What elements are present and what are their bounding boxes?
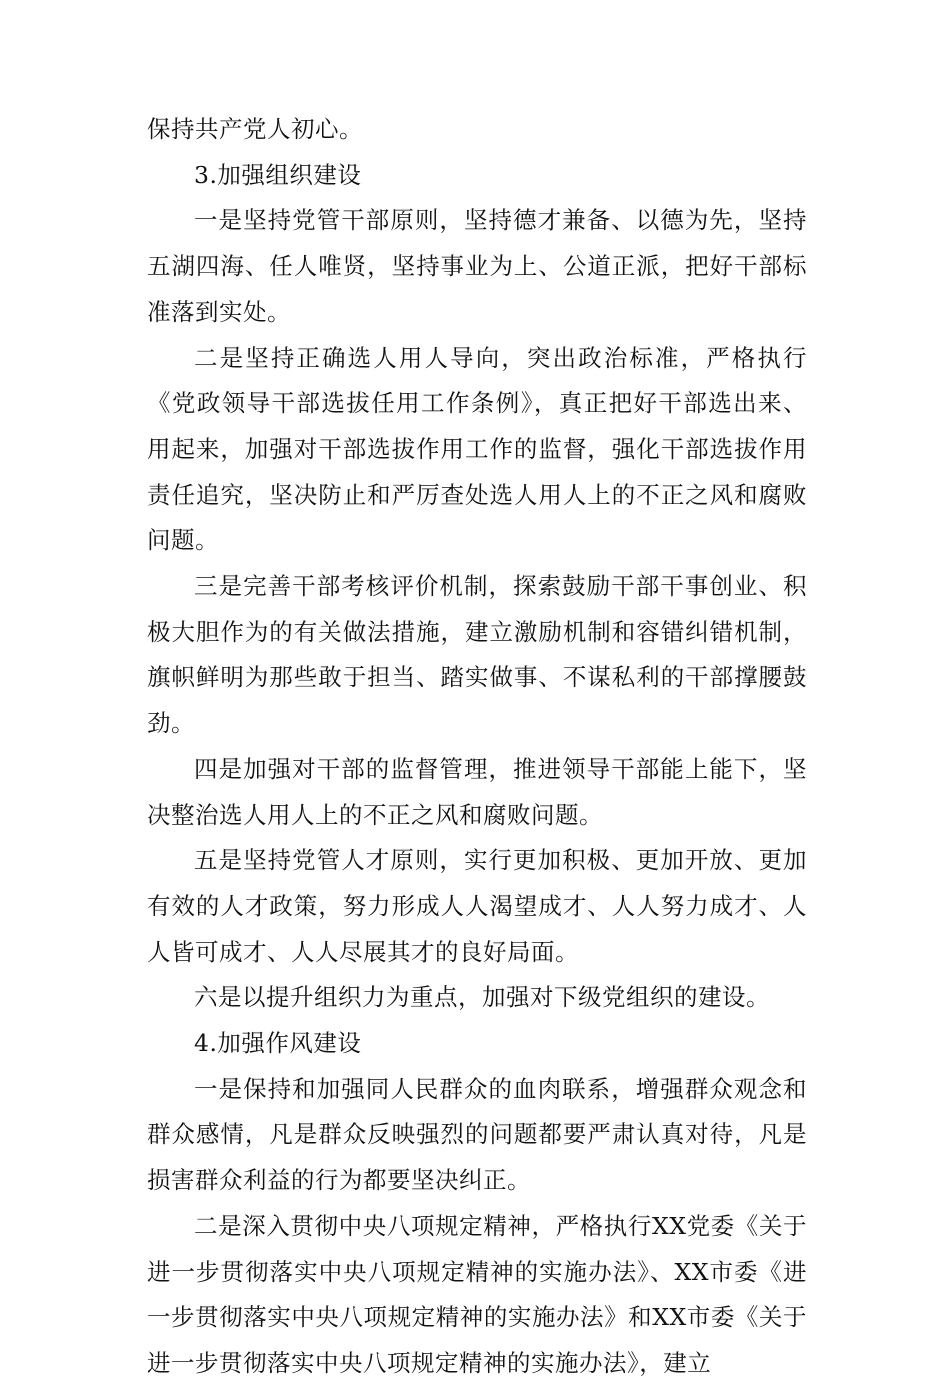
- section-heading-organization: 3.加强组织建设: [194, 160, 362, 189]
- section-heading-work-style: 4.加强作风建设: [194, 1029, 362, 1058]
- paragraph-org-2: 二是坚持正确选人用人导向，突出政治标准，严格执行《党政领导干部选拔任用工作条例》，真正把好干部选出来、用起来，加强对干部选拔作用工作的监督，强化干部选拔作用责任追究，坚决防止和严厉查处选人用人上的不正之风和腐败问题。: [147, 343, 807, 555]
- paragraph-org-6: 六是以提升组织力为重点，加强对下级党组织的建设。: [194, 983, 770, 1012]
- paragraph-org-3: 三是完善干部考核评价机制，探索鼓励干部干事创业、积极大胆作为的有关做法措施，建立激励机制和容错纠错机制，旗帜鲜明为那些敢于担当、踏实做事、不谋私利的干部撑腰鼓劲。: [147, 572, 807, 738]
- paragraph-org-5: 五是坚持党管人才原则，实行更加积极、更加开放、更加有效的人才政策，努力形成人人渴望成才、人人努力成才、人人皆可成才、人人尽展其才的良好局面。: [147, 846, 807, 966]
- paragraph-style-2: 二是深入贯彻中央八项规定精神，严格执行XX党委《关于进一步贯彻落实中央八项规定精神的实施办法》、XX市委《进一步贯彻落实中央八项规定精神的实施办法》和XX市委《关于进一步贯彻落实中央八项规定精神的实施办法》，建立: [147, 1211, 807, 1377]
- document-body: [147, 107, 807, 1387]
- paragraph-org-4: 四是加强对干部的监督管理，推进领导干部能上能下，坚决整治选人用人上的不正之风和腐败问题。: [147, 754, 807, 829]
- paragraph-style-1: 一是保持和加强同人民群众的血肉联系，增强群众观念和群众感情，凡是群众反映强烈的问题都要严肃认真对待，凡是损害群众利益的行为都要坚决纠正。: [147, 1074, 807, 1195]
- paragraph-continuation: 保持共产党人初心。: [147, 115, 363, 143]
- paragraph-org-1: 一是坚持党管干部原则，坚持德才兼备、以德为先，坚持五湖四海、任人唯贤，坚持事业为上、公道正派，把好干部标准落到实处。: [147, 206, 807, 326]
